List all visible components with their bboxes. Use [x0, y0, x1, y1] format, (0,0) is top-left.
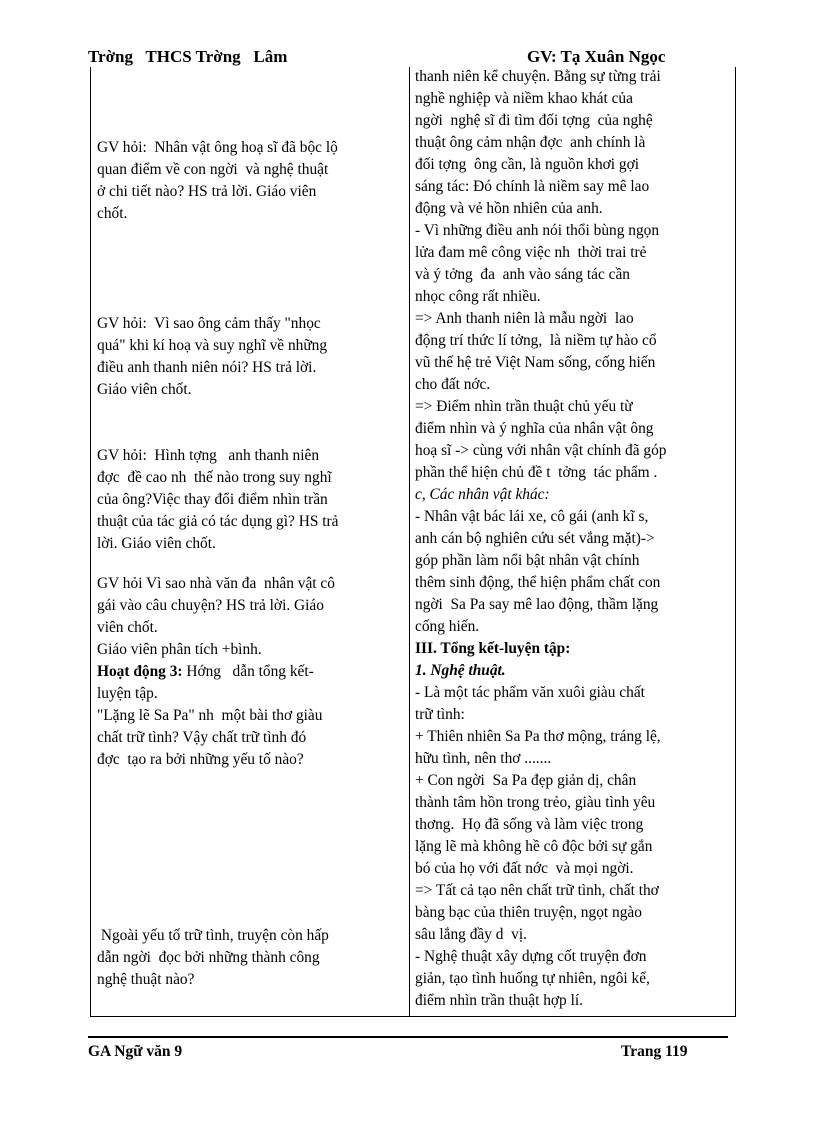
text-line: hoạ sĩ -> cùng với nhân vật chính đã góp — [415, 442, 667, 459]
text-line: GV hỏi: Nhân vật ông hoạ sĩ đã bộc lộ — [97, 139, 338, 156]
text-line: giản, tạo tình huống tự nhiên, ngôi kể, — [415, 970, 650, 987]
text-line: ngời Sa Pa say mê lao động, thầm lặng — [415, 596, 659, 613]
text-line: lặng lẽ mà không hề cô độc bởi sự gắn — [415, 838, 653, 855]
text-line: nhọc công rất nhiều. — [415, 288, 541, 305]
question-4 — [97, 573, 403, 661]
text-line: Giáo viên phân tích +bình. — [97, 641, 262, 658]
text-line: anh cán bộ nghiên cứu sét vắng mặt)-> — [415, 530, 655, 547]
question-1 — [97, 137, 403, 225]
text-line: quan điểm về con ngời và nghệ thuật — [97, 161, 329, 178]
text-line: + Con ngời Sa Pa đẹp giản dị, chân — [415, 772, 637, 789]
text-line: động và vẻ hồn nhiên của anh. — [415, 200, 603, 217]
text-line: sáng tác: Đó chính là niềm say mê lao — [415, 178, 650, 195]
text-line: đợc tạo ra bởi những yếu tố nào? — [97, 751, 304, 768]
teacher-name: GV: Tạ Xuân Ngọc — [527, 47, 666, 66]
text-line: Giáo viên chốt. — [97, 381, 192, 398]
text-line: góp phần làm nổi bật nhân vật chính — [415, 552, 640, 569]
text-line: đối tợng ông cần, là nguồn khơi gợi — [415, 156, 640, 173]
text-line: thành tâm hồn trong trẻo, giàu tình yêu — [415, 794, 656, 811]
text-line: động trí thức lí tởng, là niềm tự hào cổ — [415, 332, 657, 349]
text-line: - Vì những điều anh nói thổi bùng ngọn — [415, 222, 660, 239]
text-line: Ngoài yếu tố trữ tình, truyện còn hấp — [97, 927, 329, 944]
text-line: bàng bạc của thiên truyện, ngọt ngào — [415, 904, 642, 921]
analysis-block — [415, 66, 728, 1012]
text-line: vũ thế hệ trẻ Việt Nam sống, cống hiến — [415, 354, 656, 371]
text-line: + Thiên nhiên Sa Pa thơ mộng, tráng lệ, — [415, 728, 661, 745]
question-2 — [97, 313, 403, 401]
text-line: => Điểm nhìn trần thuật chủ yếu từ — [415, 398, 633, 415]
text-line: - Nghệ thuật xây dựng cốt truyện đơn — [415, 948, 647, 965]
text-line: lời. Giáo viên chốt. — [97, 535, 216, 552]
text-line: thơng. Họ đã sống và làm việc trong — [415, 816, 644, 833]
text-line: ở chi tiết nào? HS trả lời. Giáo viên — [97, 183, 317, 200]
school-name: Trờng THCS Trờng Lâm — [88, 47, 288, 66]
text-line: thanh niên kể chuyện. Bằng sự từng trải — [415, 68, 661, 85]
text-line: thuật ông cảm nhận đợc anh chính là — [415, 134, 646, 151]
text-line: dẫn ngời đọc bởi những thành công — [97, 949, 320, 966]
footer-page-number: Trang 119 — [621, 1043, 688, 1060]
text-line: lửa đam mê công việc nh thời trai trẻ — [415, 244, 647, 261]
text-line: => Anh thanh niên là mẫu ngời lao — [415, 310, 634, 327]
text-line: GV hỏi: Hình tợng anh thanh niên — [97, 447, 320, 464]
text-line: phần thể hiện chủ đề t tởng tác phẩm . — [415, 464, 658, 481]
text-line: gái vào câu chuyện? HS trả lời. Giáo — [97, 597, 324, 614]
text-line: - Nhân vật bác lái xe, cô gái (anh kĩ s, — [415, 508, 649, 525]
text-line: thuật của tác giả có tác dụng gì? HS trả — [97, 513, 339, 530]
text-line: chốt. — [97, 205, 128, 222]
activity-rest: Hớng dẫn tổng kết- — [182, 663, 314, 680]
text-line: cho đất nớc. — [415, 376, 491, 393]
text-line: GV hỏi Vì sao nhà văn đa nhân vật cô — [97, 575, 335, 592]
text-line: và ý tởng đa anh vào sáng tác cần — [415, 266, 630, 283]
text-line: hữu tình, nên thơ ....... — [415, 750, 552, 767]
text-line: điều anh thanh niên nói? HS trả lời. — [97, 359, 317, 376]
text-line: điểm nhìn trần thuật hợp lí. — [415, 992, 584, 1009]
text-line: - Là một tác phẩm văn xuôi giàu chất — [415, 684, 645, 701]
question-6 — [97, 925, 403, 991]
text-line: đợc đề cao nh thế nào trong suy nghĩ — [97, 469, 332, 486]
text-line: quá" khi kí hoạ và suy nghĩ về những — [97, 337, 328, 354]
section-c-heading: c, Các nhân vật khác: — [415, 486, 550, 503]
text-line: thêm sinh động, thể hiện phẩm chất con — [415, 574, 661, 591]
text-line: luyện tập. — [97, 685, 158, 702]
text-line: cống hiến. — [415, 618, 480, 635]
activity-title — [97, 661, 403, 683]
section-iii-heading: III. Tổng kết-luyện tập: — [415, 640, 571, 657]
text-line: chất trữ tình? Vậy chất trữ tình đó — [97, 729, 307, 746]
text-line: bó của họ với đất nớc và mọi ngời. — [415, 860, 634, 877]
text-line: "Lặng lẽ Sa Pa" nh một bài thơ giàu — [97, 707, 323, 724]
text-line: của ông?Việc thay đổi điểm nhìn trần — [97, 491, 328, 508]
text-line: điểm nhìn và ý nghĩa của nhân vật ông — [415, 420, 654, 437]
text-line: nghề nghiệp và niềm khao khát của — [415, 90, 633, 107]
footer-subject: GA Ngữ văn 9 — [88, 1043, 183, 1060]
text-line: ngời nghệ sĩ đi tìm đối tợng của nghệ — [415, 112, 653, 129]
text-line: trữ tình: — [415, 706, 465, 723]
text-line: nghệ thuật nào? — [97, 971, 195, 988]
question-5 — [97, 705, 403, 771]
column-divider — [409, 67, 410, 1016]
text-line: => Tất cả tạo nên chất trữ tình, chất thơ — [415, 882, 659, 899]
text-line: sâu lắng đầy d vị. — [415, 926, 527, 943]
question-3 — [97, 445, 403, 555]
subsection-1-heading: 1. Nghệ thuật. — [415, 662, 506, 679]
activity-label: Hoạt động 3: — [97, 663, 183, 680]
footer-rule — [88, 1036, 728, 1038]
text-line: GV hỏi: Vì sao ông cảm thấy "nhọc — [97, 315, 321, 332]
text-line: viên chốt. — [97, 619, 158, 636]
activity-3 — [97, 661, 403, 705]
